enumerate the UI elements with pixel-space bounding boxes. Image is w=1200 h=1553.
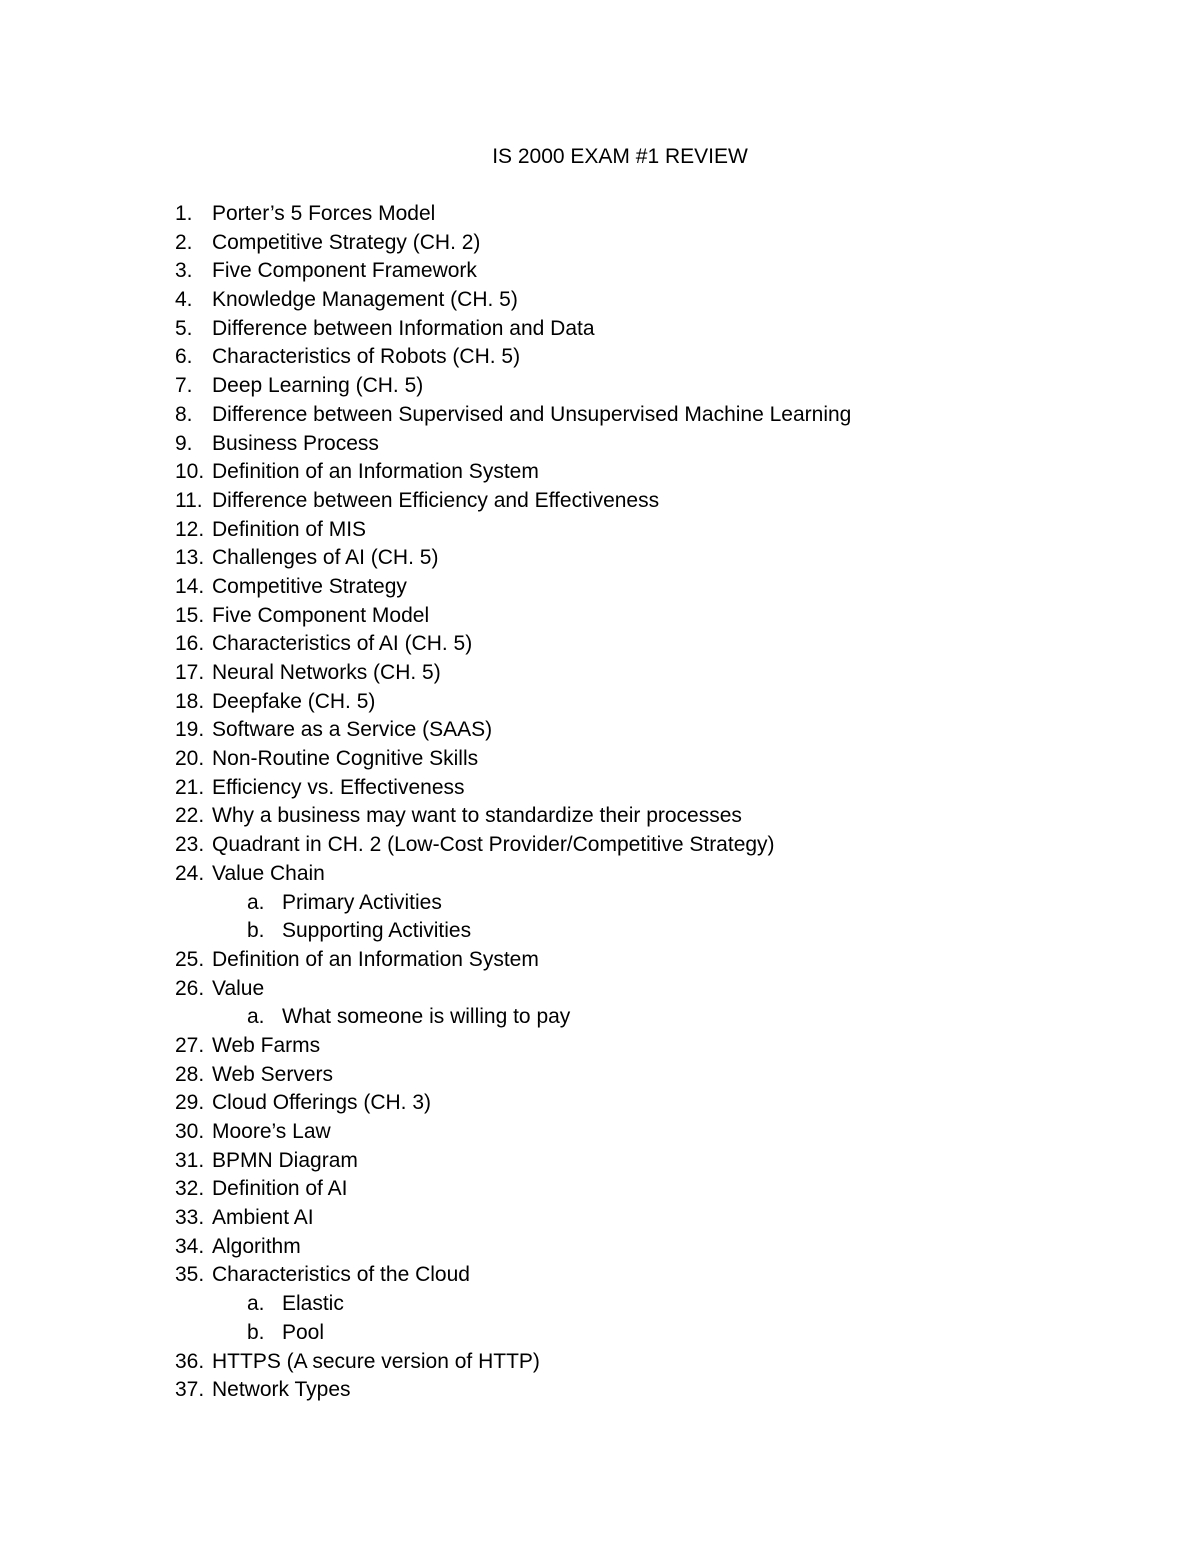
list-item-number: 1. xyxy=(175,202,193,225)
list-item xyxy=(175,802,1175,831)
list-item-text: Non-Routine Cognitive Skills xyxy=(212,747,479,771)
list-item-number: 20. xyxy=(175,747,205,771)
list-item-text: Competitive Strategy xyxy=(212,574,407,598)
list-item-text: HTTPS (A secure version of HTTP) xyxy=(212,1349,540,1373)
list-item xyxy=(175,286,1175,315)
list-item-text: Software as a Service (SAAS) xyxy=(212,718,493,742)
list-item xyxy=(175,458,1175,487)
list-item xyxy=(175,745,1175,774)
list-item xyxy=(175,257,1175,286)
list-item xyxy=(175,1376,1175,1405)
list-item-text: Difference between Supervised and Unsupervised Machine Learning xyxy=(212,402,852,426)
list-item xyxy=(175,659,1175,688)
list-item-text: Network Types xyxy=(212,1378,351,1402)
list-item-number: 33. xyxy=(175,1206,205,1230)
list-item-number: 15. xyxy=(175,603,205,627)
list-item xyxy=(175,1089,1175,1118)
list-item-number: 32. xyxy=(175,1177,205,1201)
list-item-text: Characteristics of the Cloud xyxy=(212,1263,470,1287)
list-item-number: b. xyxy=(247,919,265,943)
list-item-number: 18. xyxy=(175,689,205,713)
list-item-number: b. xyxy=(247,1320,265,1344)
list-item-text: Five Component Model xyxy=(212,603,430,627)
list-item-number: 12. xyxy=(175,517,205,541)
list-item-number: 23. xyxy=(175,833,205,857)
list-item xyxy=(175,372,1175,401)
list-item-text: Efficiency vs. Effectiveness xyxy=(212,775,465,799)
list-item-number: 17. xyxy=(175,661,205,684)
list-item-text: Definition of AI xyxy=(212,1177,348,1201)
list-subitem xyxy=(175,1003,1175,1032)
list-item xyxy=(175,315,1175,344)
list-item-number: 14. xyxy=(175,574,205,598)
list-item-text: Moore’s Law xyxy=(212,1120,331,1143)
list-item-text: Algorithm xyxy=(212,1234,301,1258)
list-item xyxy=(175,602,1175,631)
list-item-number: 29. xyxy=(175,1091,205,1115)
list-item-number: 10. xyxy=(175,460,205,484)
list-item xyxy=(175,1233,1175,1262)
list-item-text: Difference between Information and Data xyxy=(212,316,595,340)
list-item xyxy=(175,1261,1175,1290)
list-item-text: Supporting Activities xyxy=(282,919,472,943)
list-item-text: Knowledge Management (CH. 5) xyxy=(212,288,518,312)
list-item-number: 8. xyxy=(175,402,193,426)
list-item-text: Ambient AI xyxy=(212,1206,314,1230)
list-item-number: 30. xyxy=(175,1120,205,1143)
list-item xyxy=(175,1147,1175,1176)
list-item xyxy=(175,688,1175,717)
list-subitem xyxy=(175,917,1175,946)
list-item-number: 16. xyxy=(175,632,205,656)
list-item xyxy=(175,716,1175,745)
list-item-text: Characteristics of Robots (CH. 5) xyxy=(212,345,521,369)
list-item-number: 26. xyxy=(175,976,205,1000)
list-item-number: 2. xyxy=(175,230,193,254)
list-item-text: Cloud Offerings (CH. 3) xyxy=(212,1091,432,1115)
list-item xyxy=(175,1032,1175,1061)
list-item-text: What someone is willing to pay xyxy=(282,1005,571,1029)
list-item-number: 27. xyxy=(175,1033,205,1057)
list-item-text: Elastic xyxy=(282,1292,344,1316)
list-item-text: Difference between Efficiency and Effectiveness xyxy=(212,488,660,512)
list-item xyxy=(175,1204,1175,1233)
list-item xyxy=(175,430,1175,459)
list-item-text: Web Farms xyxy=(212,1033,321,1057)
list-item-text: Characteristics of AI (CH. 5) xyxy=(212,632,473,656)
list-item-text: Challenges of AI (CH. 5) xyxy=(212,546,439,570)
list-item-number: a. xyxy=(247,890,265,914)
list-item-number: 4. xyxy=(175,288,193,312)
list-item xyxy=(175,544,1175,573)
list-item-number: 28. xyxy=(175,1062,205,1086)
list-item xyxy=(175,401,1175,430)
list-item-number: 3. xyxy=(175,259,193,283)
list-item xyxy=(175,200,1175,229)
list-item-number: 19. xyxy=(175,718,205,742)
list-item xyxy=(175,975,1175,1004)
list-item xyxy=(175,1175,1175,1204)
list-item xyxy=(175,630,1175,659)
list-item xyxy=(175,1061,1175,1090)
review-list xyxy=(175,200,1175,1405)
list-item-text: Definition of MIS xyxy=(212,517,367,541)
list-item-text: Web Servers xyxy=(212,1062,333,1086)
list-item-text: Neural Networks (CH. 5) xyxy=(212,661,441,684)
document-title: IS 2000 EXAM #1 REVIEW xyxy=(492,145,748,168)
list-subitem xyxy=(175,1319,1175,1348)
list-item xyxy=(175,573,1175,602)
list-item-number: 5. xyxy=(175,316,193,340)
list-item xyxy=(175,1348,1175,1377)
list-item-number: a. xyxy=(247,1005,265,1029)
list-item-text: Business Process xyxy=(212,431,379,455)
list-item-text: Five Component Framework xyxy=(212,259,477,283)
list-item xyxy=(175,487,1175,516)
list-item-number: 25. xyxy=(175,947,205,971)
list-item-number: 22. xyxy=(175,804,205,828)
list-item xyxy=(175,516,1175,545)
list-item-text: Definition of an Information System xyxy=(212,947,539,971)
list-item-text: Definition of an Information System xyxy=(212,460,539,484)
list-item-text: Deepfake (CH. 5) xyxy=(212,689,376,713)
list-item-number: 6. xyxy=(175,345,193,369)
list-item-number: 35. xyxy=(175,1263,205,1287)
list-item-number: 37. xyxy=(175,1378,205,1402)
list-item-number: a. xyxy=(247,1292,265,1316)
list-item-number: 11. xyxy=(175,488,203,512)
list-item-number: 36. xyxy=(175,1349,205,1373)
list-item-number: 31. xyxy=(175,1148,205,1172)
list-item-text: Pool xyxy=(282,1320,325,1344)
list-item-number: 13. xyxy=(175,546,205,570)
list-item-number: 24. xyxy=(175,861,205,885)
list-item-number: 9. xyxy=(175,431,193,455)
list-item-text: Competitive Strategy (CH. 2) xyxy=(212,230,481,254)
list-item-number: 34. xyxy=(175,1234,205,1258)
list-item-text: Value Chain xyxy=(212,861,325,885)
list-item xyxy=(175,1118,1175,1147)
list-item-text: Why a business may want to standardize their processes xyxy=(212,804,742,828)
list-item-text: Porter’s 5 Forces Model xyxy=(212,202,436,225)
list-item-text: Quadrant in CH. 2 (Low-Cost Provider/Competitive Strategy) xyxy=(212,833,775,857)
list-item xyxy=(175,343,1175,372)
list-item xyxy=(175,774,1175,803)
list-item-text: Value xyxy=(212,976,265,1000)
list-item-text: Deep Learning (CH. 5) xyxy=(212,374,424,398)
list-item xyxy=(175,946,1175,975)
list-item-text: Primary Activities xyxy=(282,890,442,914)
list-item xyxy=(175,229,1175,258)
list-subitem xyxy=(175,1290,1175,1319)
list-item xyxy=(175,831,1175,860)
list-item-number: 21. xyxy=(175,775,205,799)
list-item-number: 7. xyxy=(175,374,193,398)
list-subitem xyxy=(175,889,1175,918)
list-item xyxy=(175,860,1175,889)
list-item-text: BPMN Diagram xyxy=(212,1148,358,1172)
